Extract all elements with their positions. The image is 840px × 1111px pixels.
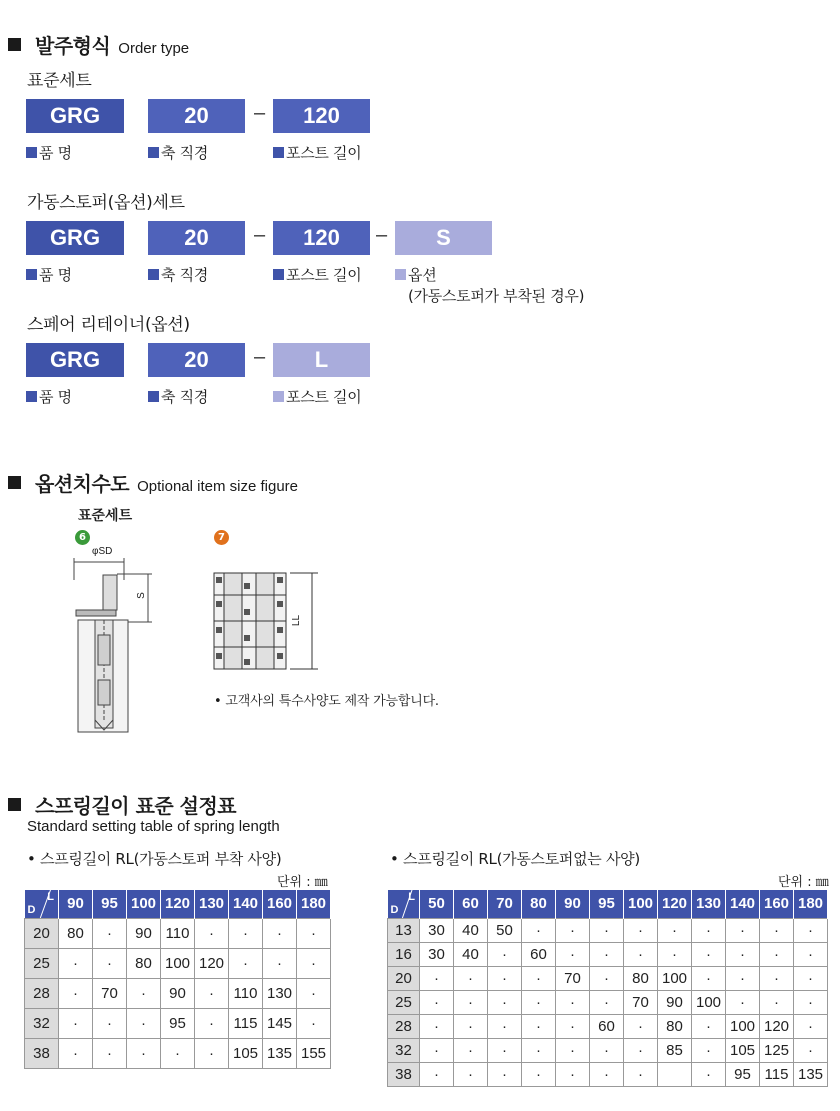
option-figure-title-ko: 옵션치수도 (35, 472, 130, 496)
row-header-cell: 16 (388, 942, 420, 966)
table-cell: · (624, 1062, 658, 1086)
table-cell: · (488, 966, 522, 990)
table-cell: · (195, 918, 229, 948)
spring-table-with-stopper (24, 890, 331, 1069)
table-cell: 115 (760, 1062, 794, 1086)
code-box-product: GRG (26, 99, 124, 133)
option-note: (가동스토퍼가 부착된 경우) (408, 287, 585, 305)
table-cell: 40 (454, 918, 488, 942)
row-header-cell: 25 (388, 990, 420, 1014)
table2-unit: 단위 : ㎜ (778, 875, 829, 890)
table-cell: · (263, 918, 297, 948)
table-row (388, 990, 828, 1014)
dim-s-label: S (135, 592, 147, 599)
column-header: 140 (726, 890, 760, 918)
bullet-square-icon (8, 476, 21, 489)
table-cell: 90 (658, 990, 692, 1014)
table-cell: · (556, 990, 590, 1014)
table-header-row (388, 890, 828, 918)
table-cell: · (59, 1038, 93, 1068)
table-cell: · (692, 1014, 726, 1038)
table-cell: · (195, 1008, 229, 1038)
corner-header-cell (388, 890, 420, 918)
row-header-cell: 32 (388, 1038, 420, 1062)
table-cell: 85 (658, 1038, 692, 1062)
table-cell: 135 (263, 1038, 297, 1068)
table-cell: 120 (195, 948, 229, 978)
table-cell: · (556, 1062, 590, 1086)
table-cell: · (760, 990, 794, 1014)
label-shaft-diameter: 축 직경 (148, 142, 208, 163)
corner-l-label: L (47, 891, 54, 903)
dim-sd-label: φSD (92, 546, 113, 557)
table-cell: · (127, 1008, 161, 1038)
table-cell: · (556, 1038, 590, 1062)
table-cell: · (658, 918, 692, 942)
table-cell: 80 (127, 948, 161, 978)
table-cell: · (59, 948, 93, 978)
table-cell: · (454, 1014, 488, 1038)
table-cell: 90 (161, 978, 195, 1008)
table-cell: · (590, 942, 624, 966)
table-cell: · (794, 1014, 828, 1038)
table-cell: · (127, 1038, 161, 1068)
table-cell: · (624, 918, 658, 942)
row-header-cell: 28 (388, 1014, 420, 1038)
row-header-cell: 28 (25, 978, 59, 1008)
table-cell: · (794, 918, 828, 942)
table-cell: · (488, 1062, 522, 1086)
order-type-header (8, 30, 189, 59)
table-cell: · (93, 948, 127, 978)
code-box-shaft-diameter: 20 (148, 221, 245, 255)
table-cell: · (726, 966, 760, 990)
marker-square-icon (26, 147, 37, 158)
table-row (25, 948, 331, 978)
table-cell: 80 (624, 966, 658, 990)
label-shaft-diameter: 축 직경 (148, 386, 208, 407)
table-cell: · (297, 918, 331, 948)
table-cell: 115 (229, 1008, 263, 1038)
marker-square-icon (26, 269, 37, 280)
table-cell: · (420, 966, 454, 990)
table-cell: 130 (263, 978, 297, 1008)
table-cell: 110 (161, 918, 195, 948)
table-cell: · (726, 942, 760, 966)
table-row (388, 1038, 828, 1062)
column-header: 50 (420, 890, 454, 918)
table-row (388, 918, 828, 942)
marker-square-icon (148, 391, 159, 402)
table-cell: 40 (454, 942, 488, 966)
row-header-cell: 20 (388, 966, 420, 990)
table-cell: · (522, 1038, 556, 1062)
table-cell: 105 (229, 1038, 263, 1068)
table-cell: · (454, 1062, 488, 1086)
table-cell: · (692, 966, 726, 990)
table-cell: · (692, 1062, 726, 1086)
table-cell: · (624, 942, 658, 966)
option-figure-header (8, 468, 298, 497)
code-dash: – (254, 224, 266, 246)
table-cell: · (454, 1038, 488, 1062)
label-product: 품 명 (26, 142, 72, 163)
table-cell: · (229, 948, 263, 978)
table-cell: · (420, 1038, 454, 1062)
table-cell: · (692, 942, 726, 966)
column-header: 180 (794, 890, 828, 918)
table-cell: 60 (590, 1014, 624, 1038)
column-header: 130 (692, 890, 726, 918)
table-cell: 135 (794, 1062, 828, 1086)
table-cell: · (590, 1038, 624, 1062)
table-cell: · (420, 1062, 454, 1086)
table-cell: · (692, 1038, 726, 1062)
table-row (25, 1038, 331, 1068)
row-header-cell: 32 (25, 1008, 59, 1038)
column-header: 120 (161, 890, 195, 918)
table-row (388, 1014, 828, 1038)
table-cell: · (488, 942, 522, 966)
corner-l-label: L (408, 891, 415, 903)
group-spare-retainer-title: 스페어 리테이너(옵션) (27, 315, 190, 335)
marker-square-icon (26, 391, 37, 402)
figure-standard-title: 표준세트 (78, 508, 133, 524)
table-cell: · (454, 966, 488, 990)
table-cell: 105 (726, 1038, 760, 1062)
row-header-cell: 38 (25, 1038, 59, 1068)
spring-section-header (8, 790, 236, 819)
row-header-cell: 25 (25, 948, 59, 978)
table-cell: 95 (161, 1008, 195, 1038)
table-cell: · (522, 990, 556, 1014)
code-box-post-length: 120 (273, 221, 370, 255)
table-cell: · (590, 918, 624, 942)
marker-square-icon (148, 269, 159, 280)
table-cell: · (522, 1014, 556, 1038)
table-cell: · (624, 1014, 658, 1038)
table-cell: · (93, 1008, 127, 1038)
table-cell: 60 (522, 942, 556, 966)
order-type-title-ko: 발주형식 (35, 34, 111, 58)
table-header-row (25, 890, 331, 918)
code-dash: – (376, 224, 388, 246)
column-header: 95 (590, 890, 624, 918)
table-row (388, 1062, 828, 1086)
table-cell: · (488, 990, 522, 1014)
row-header-cell: 20 (25, 918, 59, 948)
table-cell: · (590, 966, 624, 990)
table-cell: 90 (127, 918, 161, 948)
column-header: 180 (297, 890, 331, 918)
code-dash: – (254, 102, 266, 124)
table-cell: 110 (229, 978, 263, 1008)
column-header: 80 (522, 890, 556, 918)
table-cell: · (420, 990, 454, 1014)
column-header: 130 (195, 890, 229, 918)
table-cell: · (726, 918, 760, 942)
label-shaft-diameter: 축 직경 (148, 264, 208, 285)
marker-square-icon (273, 391, 284, 402)
table-cell: · (760, 918, 794, 942)
custom-spec-note: • 고객사의 특수사양도 제작 가능합니다. (214, 694, 439, 709)
table1-title: • 스프링길이 RL(가동스토퍼 부착 사양) (27, 850, 282, 868)
code-box-post-length: L (273, 343, 370, 377)
table-cell: 50 (488, 918, 522, 942)
table-cell: 30 (420, 918, 454, 942)
table-cell: 70 (624, 990, 658, 1014)
bullet-square-icon (8, 798, 21, 811)
column-header: 70 (488, 890, 522, 918)
table-cell: 120 (760, 1014, 794, 1038)
marker-square-icon (395, 269, 406, 280)
code-box-product: GRG (26, 221, 124, 255)
dim-ll-label: LL (291, 614, 303, 627)
table-cell: · (522, 966, 556, 990)
table-cell: 145 (263, 1008, 297, 1038)
group-stopper-title: 가동스토퍼(옵션)세트 (27, 193, 185, 213)
table-cell: · (692, 918, 726, 942)
table-cell: · (794, 942, 828, 966)
column-header: 140 (229, 890, 263, 918)
code-box-post-length: 120 (273, 99, 370, 133)
table-cell: · (488, 1014, 522, 1038)
table-cell: · (127, 978, 161, 1008)
code-box-shaft-diameter: 20 (148, 343, 245, 377)
table-cell: · (454, 990, 488, 1014)
label-post-length: 포스트 길이 (273, 386, 361, 407)
column-header: 160 (263, 890, 297, 918)
table-cell: · (794, 990, 828, 1014)
column-header: 120 (658, 890, 692, 918)
row-header-cell: 13 (388, 918, 420, 942)
table-cell: · (794, 1038, 828, 1062)
spring-section-title-ko: 스프링길이 표준 설정표 (35, 794, 237, 818)
option-figure-title-en: Optional item size figure (137, 478, 299, 495)
table-cell: · (726, 990, 760, 1014)
table-cell: · (488, 1038, 522, 1062)
marker-square-icon (273, 269, 284, 280)
table-cell: 80 (658, 1014, 692, 1038)
table-cell: · (624, 1038, 658, 1062)
bullet-square-icon (8, 38, 21, 51)
table-cell: 100 (161, 948, 195, 978)
table-cell: · (556, 1014, 590, 1038)
table-cell: 70 (93, 978, 127, 1008)
table-cell: · (59, 978, 93, 1008)
code-box-product: GRG (26, 343, 124, 377)
table-row (25, 918, 331, 948)
table-cell: 80 (59, 918, 93, 948)
table-cell: · (59, 1008, 93, 1038)
table-cell: 30 (420, 942, 454, 966)
column-header: 100 (127, 890, 161, 918)
retainer-drawing (210, 565, 325, 680)
row-header-cell: 38 (388, 1062, 420, 1086)
code-dash: – (254, 346, 266, 368)
table-row (25, 1008, 331, 1038)
table-cell: · (297, 948, 331, 978)
code-box-shaft-diameter: 20 (148, 99, 245, 133)
spring-section-title-en: Standard setting table of spring length (27, 818, 280, 835)
table-cell: · (522, 1062, 556, 1086)
table-cell: · (297, 978, 331, 1008)
table-cell: · (93, 1038, 127, 1068)
table-cell: · (297, 1008, 331, 1038)
corner-d-label: D (27, 903, 36, 916)
table-cell (658, 1062, 692, 1086)
table-cell: 95 (726, 1062, 760, 1086)
table-row (25, 978, 331, 1008)
table-cell: · (195, 978, 229, 1008)
table-cell: · (522, 918, 556, 942)
badge-6: 6 (75, 530, 90, 545)
label-option: 옵션 (395, 264, 436, 285)
corner-d-label: D (390, 903, 399, 916)
column-header: 100 (624, 890, 658, 918)
table-cell: · (556, 918, 590, 942)
marker-square-icon (273, 147, 284, 158)
table-cell: 100 (658, 966, 692, 990)
table-cell: · (161, 1038, 195, 1068)
badge-7: 7 (214, 530, 229, 545)
corner-header-cell (25, 890, 59, 918)
table1-unit: 단위 : ㎜ (277, 875, 328, 890)
table-cell: 100 (726, 1014, 760, 1038)
column-header: 160 (760, 890, 794, 918)
table-cell: · (263, 948, 297, 978)
group-standard-title: 표준세트 (27, 71, 92, 91)
table-cell: · (420, 1014, 454, 1038)
table-cell: · (658, 942, 692, 966)
table2-title: • 스프링길이 RL(가동스토퍼없는 사양) (390, 850, 640, 868)
table-cell: · (93, 918, 127, 948)
label-post-length: 포스트 길이 (273, 264, 361, 285)
table-cell: · (760, 966, 794, 990)
column-header: 95 (93, 890, 127, 918)
table-cell: · (229, 918, 263, 948)
table-cell: · (590, 990, 624, 1014)
table-cell: · (195, 1038, 229, 1068)
table-cell: 70 (556, 966, 590, 990)
column-header: 90 (556, 890, 590, 918)
column-header: 60 (454, 890, 488, 918)
table-row (388, 942, 828, 966)
table-cell: 100 (692, 990, 726, 1014)
order-type-title-en: Order type (118, 40, 190, 57)
spring-table-without-stopper (387, 890, 828, 1087)
table-cell: 155 (297, 1038, 331, 1068)
label-post-length: 포스트 길이 (273, 142, 361, 163)
stopper-drawing (70, 540, 165, 735)
marker-square-icon (148, 147, 159, 158)
label-product: 품 명 (26, 264, 72, 285)
table-cell: · (590, 1062, 624, 1086)
table-cell: · (794, 966, 828, 990)
table-cell: · (556, 942, 590, 966)
label-product: 품 명 (26, 386, 72, 407)
table-row (388, 966, 828, 990)
code-box-option: S (395, 221, 492, 255)
table-cell: 125 (760, 1038, 794, 1062)
column-header: 90 (59, 890, 93, 918)
table-cell: · (760, 942, 794, 966)
